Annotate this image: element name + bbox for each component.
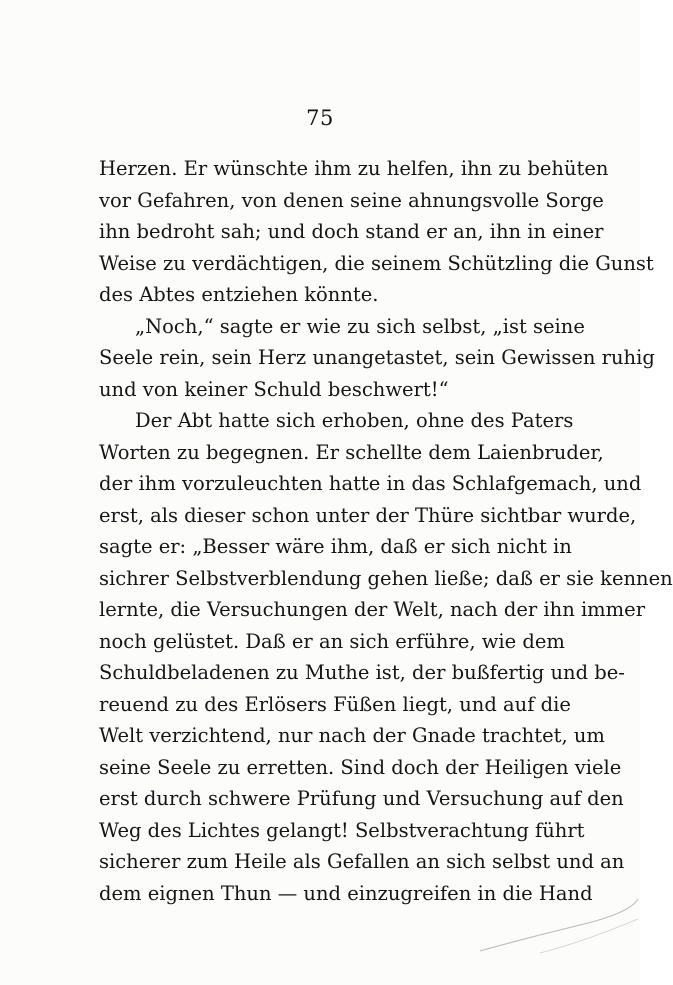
- text-line: Welt verzichtend, nur nach der Gnade trachtet, um: [99, 724, 605, 747]
- text-line: sicherer zum Heile als Gefallen an sich selbst und an: [99, 850, 625, 873]
- text-line: Weg des Lichtes gelangt! Selbstverachtung führt: [99, 818, 585, 842]
- text-line: Schuldbeladenen zu Muthe ist, der bußfertig und be-: [99, 661, 625, 684]
- page-edge-scuff: [470, 885, 640, 955]
- text-line: Weise zu verdächtigen, die seinem Schützling die Gunst: [99, 251, 654, 275]
- text-line: Der Abt hatte sich erhoben, ohne des Paters: [135, 409, 574, 432]
- text-line: vor Gefahren, von denen seine ahnungsvolle Sorge: [99, 188, 604, 212]
- page-number: 75: [306, 106, 334, 130]
- text-line: erst, als dieser schon unter der Thüre sichtbar wurde,: [99, 503, 637, 527]
- text-line: noch gelüstet. Daß er an sich erführe, wie dem: [99, 629, 565, 653]
- text-line: sichrer Selbstverblendung gehen ließe; daß er sie kennen: [99, 566, 673, 590]
- body-text: [99, 153, 673, 909]
- text-line: Seele rein, sein Herz unangetastet, sein Gewissen ruhig: [99, 346, 655, 369]
- text-line: des Abtes entziehen könnte.: [99, 283, 379, 306]
- text-line: reuend zu des Erlösers Füßen liegt, und auf die: [99, 692, 571, 716]
- text-line: „Noch,“ sagte er wie zu sich selbst, „ist seine: [135, 314, 585, 338]
- text-line: Herzen. Er wünschte ihm zu helfen, ihn zu behüten: [99, 157, 609, 180]
- text-line: erst durch schwere Prüfung und Versuchung auf den: [99, 787, 624, 810]
- text-line: sagte er: „Besser wäre ihm, daß er sich nicht in: [99, 535, 572, 558]
- text-line: ihn bedroht sah; und doch stand er an, ihn in einer: [99, 220, 604, 243]
- text-line: seine Seele zu erretten. Sind doch der Heiligen viele: [99, 755, 622, 779]
- text-line: lernte, die Versuchungen der Welt, nach der ihn immer: [99, 598, 646, 621]
- text-line: und von keiner Schuld beschwert!“: [99, 377, 449, 401]
- text-line: dem eignen Thun — und einzugreifen in die Hand: [99, 881, 593, 905]
- text-line: Worten zu begegnen. Er schellte dem Laienbruder,: [99, 440, 604, 464]
- text-line: der ihm vorzuleuchten hatte in das Schlafgemach, und: [99, 472, 642, 495]
